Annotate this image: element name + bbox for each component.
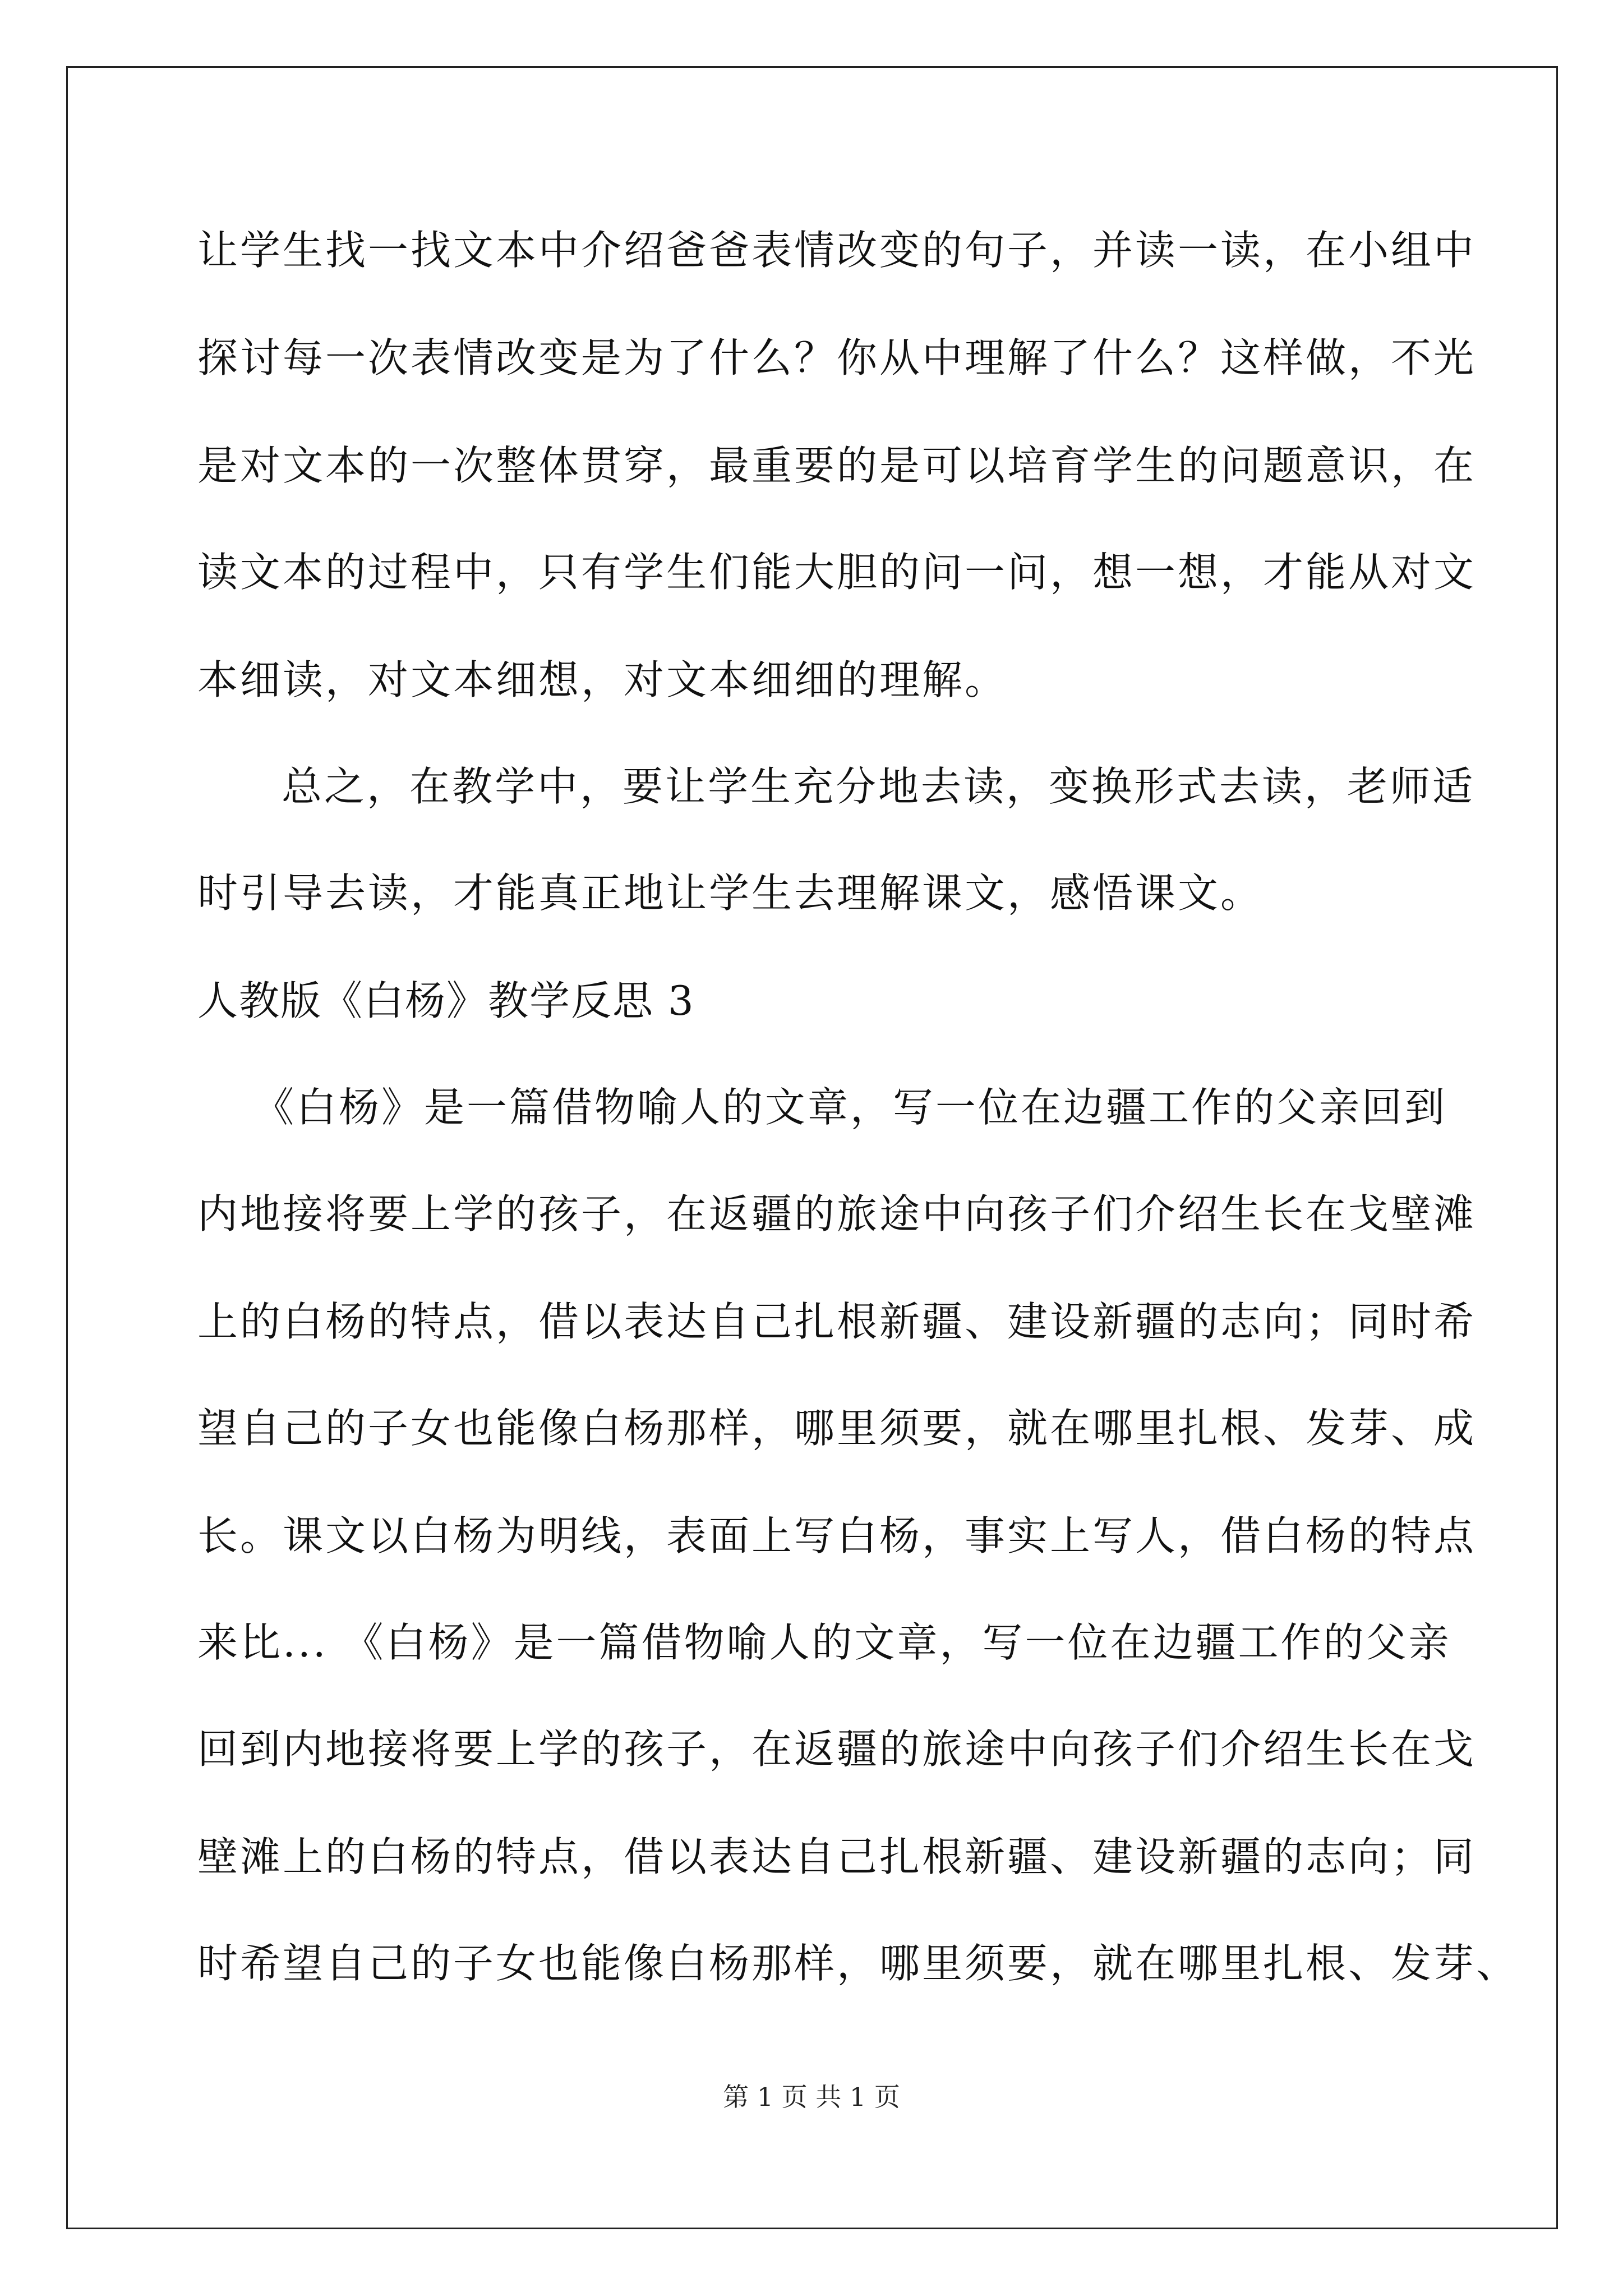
text-line: 探讨每一次表情改变是为了什么？你从中理解了什么？这样做，不光: [197, 334, 1477, 381]
text-line: 是对文本的一次整体贯穿，最重要的是可以培育学生的问题意识，在: [197, 442, 1477, 489]
text-line: 让学生找一找文本中介绍爸爸表情改变的句子，并读一读，在小组中: [197, 227, 1477, 274]
text-line: 读文本的过程中，只有学生们能大胆的问一问，想一想，才能从对文: [197, 549, 1477, 596]
text-line: 《白杨》是一篇借物喻人的文章，写一位在边疆工作的父亲回到: [253, 1084, 1447, 1131]
section-heading: 人教版《白杨》教学反思 3: [197, 977, 695, 1024]
text-line: 时引导去读，才能真正地让学生去理解课文，感悟课文。: [197, 869, 1264, 917]
text-line: 本细读，对文本细想，对文本细细的理解。: [197, 656, 1008, 703]
page-number-footer: 第 1 页 共 1 页: [723, 2082, 900, 2112]
text-line: 壁滩上的白杨的特点，借以表达自己扎根新疆、建设新疆的志向；同: [197, 1833, 1477, 1880]
text-line: 来比... 《白杨》是一篇借物喻人的文章，写一位在边疆工作的父亲: [197, 1619, 1451, 1666]
text-line: 上的白杨的特点，借以表达自己扎根新疆、建设新疆的志向；同时希: [197, 1298, 1477, 1345]
page-border: [66, 66, 1558, 2229]
text-line: 长。课文以白杨为明线，表面上写白杨，事实上写人，借白杨的特点: [197, 1512, 1477, 1559]
text-line: 内地接将要上学的孩子，在返疆的旅途中向孩子们介绍生长在戈壁滩: [197, 1190, 1477, 1237]
text-line: 望自己的子女也能像白杨那样，哪里须要，就在哪里扎根、发芽、成: [197, 1405, 1477, 1452]
text-line: 总之，在教学中，要让学生充分地去读，变换形式去读，老师适: [282, 763, 1476, 810]
text-line: 时希望自己的子女也能像白杨那样，哪里须要，就在哪里扎根、发芽、: [197, 1940, 1519, 1987]
text-line: 回到内地接将要上学的孩子，在返疆的旅途中向孩子们介绍生长在戈: [197, 1726, 1477, 1773]
